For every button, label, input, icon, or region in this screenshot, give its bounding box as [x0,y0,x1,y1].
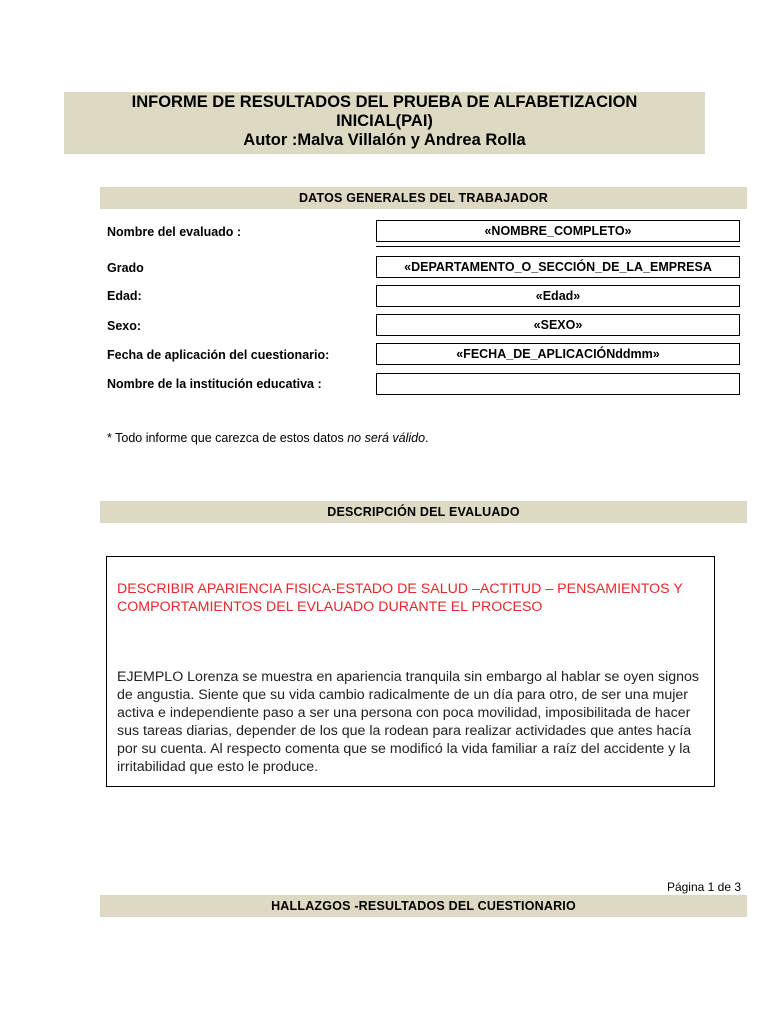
validity-note-emphasis: no será válido [347,431,426,445]
field-grado[interactable]: «DEPARTAMENTO_O_SECCIÓN_DE_LA_EMPRESA [376,256,740,278]
validity-note [107,431,429,445]
field-fecha-aplicacion[interactable]: «FECHA_DE_APLICACIÓNddmm» [376,343,740,365]
label-fecha-aplicacion: Fecha de aplicación del cuestionario: [107,348,330,362]
page-indicator: Página 1 de 3 [666,880,741,894]
validity-note-prefix: * Todo informe que carezca de estos datos [107,431,348,445]
label-sexo: Sexo: [107,319,142,333]
validity-note-suffix: . [425,431,429,445]
section-heading-datos-generales: DATOS GENERALES DEL TRABAJADOR [100,187,747,209]
section-heading-hallazgos: HALLAZGOS -RESULTADOS DEL CUESTIONARIO [100,895,747,917]
field-sexo[interactable]: «SEXO» [376,314,740,336]
label-grado: Grado [107,261,144,275]
label-institucion-educativa: Nombre de la institución educativa : [107,377,322,391]
field-divider [376,246,740,247]
label-edad: Edad: [107,289,142,303]
label-nombre-evaluado: Nombre del evaluado : [107,225,242,239]
field-institucion-educativa[interactable] [376,373,740,395]
report-title-line2: INICIAL(PAI) [336,112,433,130]
description-example: EJEMPLO Lorenza se muestra en apariencia tranquila sin embargo al hablar se oyen signos de angustia. Siente que su vida cambio radicalmente de un día para otro, de ser una mujer activa e independiente paso a ser una persona con poca movilidad, imposibilitada de hacer sus tareas diarias, depender de los que la rodean para realizar actividades que antes hacía por su cuenta. Al respecto comenta que se modificó la vida familiar a raíz del accidente y la irritabilidad que esto le produce. [117,669,700,775]
description-box[interactable] [106,556,715,787]
field-nombre-evaluado[interactable]: «NOMBRE_COMPLETO» [376,220,740,242]
section-heading-descripcion: DESCRIPCIÓN DEL EVALUADO [100,501,747,523]
report-title-line1: INFORME DE RESULTADOS DEL PRUEBA DE ALFABETIZACION [131,93,638,111]
description-instruction: DESCRIBIR APARIENCIA FISICA-ESTADO DE SALUD –ACTITUD – PENSAMIENTOS Y COMPORTAMIENTOS DEL EVLAUADO DURANTE EL PROCESO [117,581,683,615]
report-title-block [64,92,705,154]
report-author: Autor :Malva Villalón y Andrea Rolla [243,131,526,149]
field-edad[interactable]: «Edad» [376,285,740,307]
